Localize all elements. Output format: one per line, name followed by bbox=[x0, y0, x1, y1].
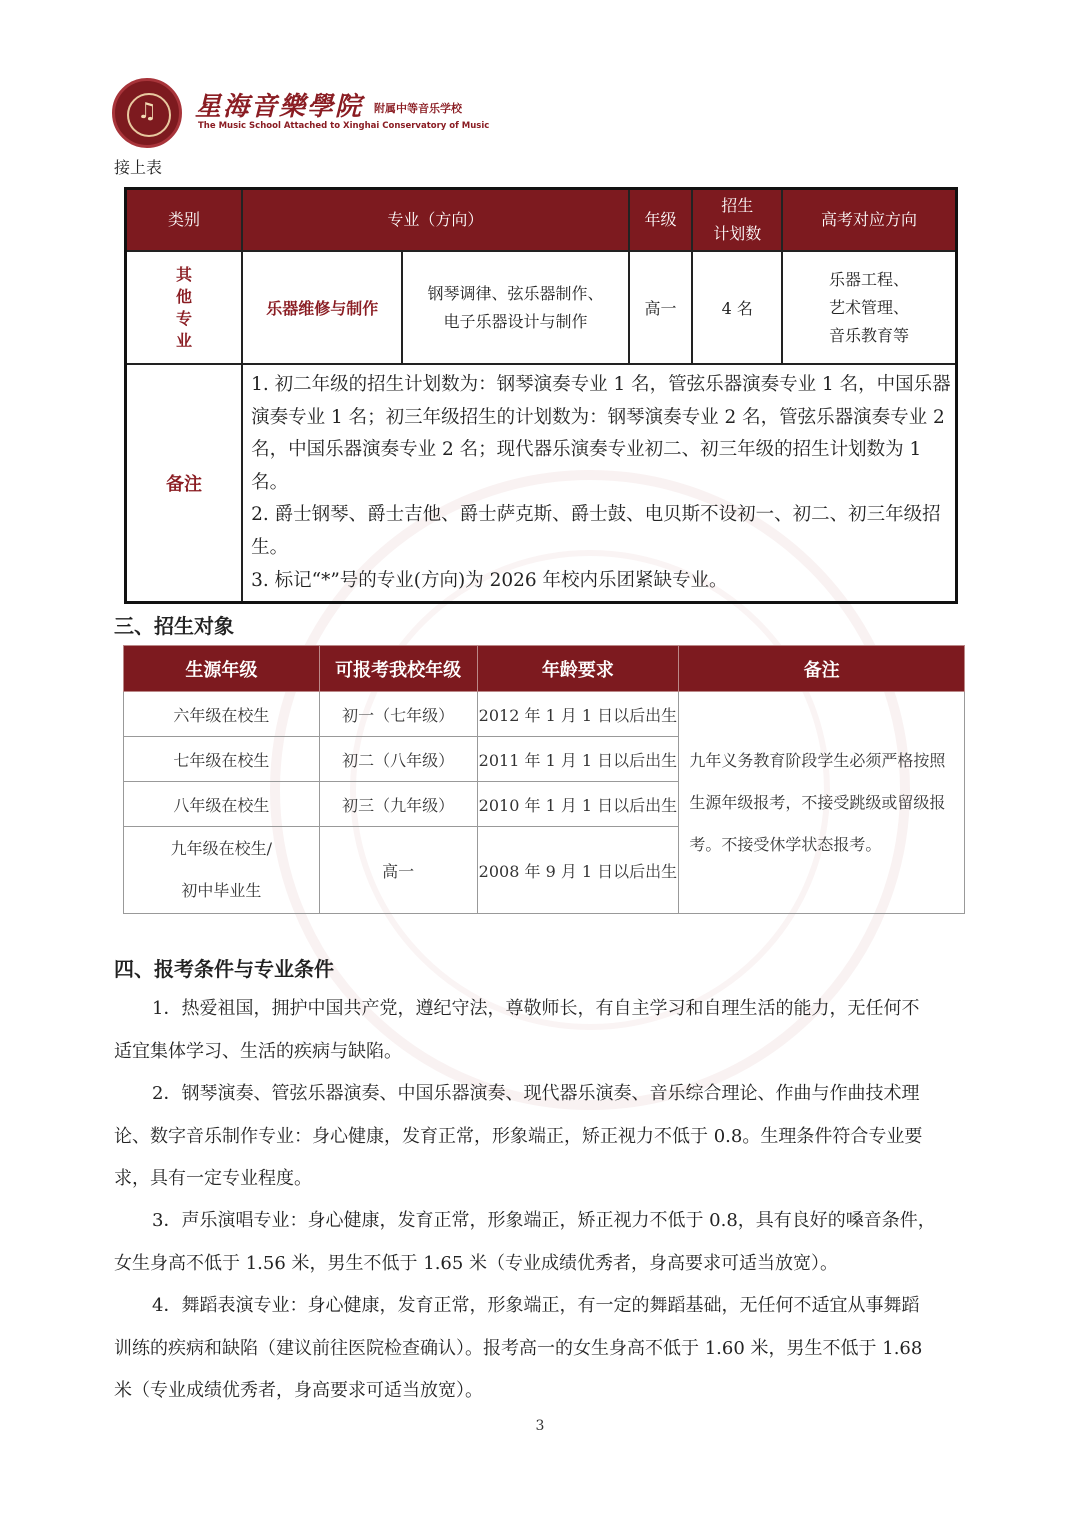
header-major: 专业（方向） bbox=[242, 189, 629, 252]
school-name: 星海音樂學院 bbox=[195, 92, 364, 122]
note-cell bbox=[679, 692, 965, 914]
source-cell bbox=[124, 827, 320, 914]
paragraph-line: 3．声乐演唱专业：身心健康，发育正常，形象端正，矫正视力不低于 0.8，具有良好的嗓音条件， bbox=[152, 1210, 936, 1231]
category-char: 其 bbox=[176, 264, 193, 284]
gaokao-line: 乐器工程、 bbox=[829, 269, 910, 289]
paragraph-4 bbox=[114, 1285, 970, 1413]
notes-row bbox=[126, 364, 957, 603]
direction-line: 钢琴调律、弦乐器制作、 bbox=[427, 283, 604, 303]
majors-table bbox=[124, 187, 958, 604]
source-line: 初中毕业生 bbox=[181, 881, 262, 900]
apply-grade-cell: 高一 bbox=[319, 827, 477, 914]
apply-grade-cell: 初一（七年级） bbox=[319, 692, 477, 737]
apply-grade-cell: 初二（八年级） bbox=[319, 737, 477, 782]
paragraph-line: 4．舞蹈表演专业：身心健康，发育正常，形象端正，有一定的舞蹈基础，无任何不适宜从事舞蹈 bbox=[152, 1295, 920, 1316]
gaokao-line: 艺术管理、 bbox=[829, 297, 910, 317]
note-item: 3. 标记“*”号的专业(方向)为 2026 年校内乐团紧缺专业。 bbox=[251, 569, 728, 591]
apply-grade-cell: 初三（九年级） bbox=[319, 782, 477, 827]
age-cell: 2008 年 9 月 1 日以后出生 bbox=[477, 827, 679, 914]
header-grade: 年级 bbox=[629, 189, 693, 252]
category-cell bbox=[126, 251, 243, 364]
paragraph-line: 米（专业成绩优秀者，身高要求可适当放宽）。 bbox=[114, 1380, 483, 1401]
source-cell: 八年级在校生 bbox=[124, 782, 320, 827]
school-english-name: The Music School Attached to Xinghai Conservatory of Music bbox=[198, 121, 490, 131]
age-cell: 2010 年 1 月 1 日以后出生 bbox=[477, 782, 679, 827]
direction-line: 电子乐器设计与制作 bbox=[443, 311, 588, 331]
paragraph-1 bbox=[114, 988, 970, 1073]
notes-label: 备注 bbox=[126, 364, 243, 603]
grade-cell: 高一 bbox=[629, 251, 693, 364]
note-item: 1. 初二年级的招生计划数为：钢琴演奏专业 1 名，管弦乐器演奏专业 1 名，中国乐器演奏专业 1 名；初三年级招生的计划数为：钢琴演奏专业 2 名，管弦乐器演奏专业 2 名，中国乐器演奏专业 2 名；现代器乐演奏专业初二、初三年级的招生计划数为 1 名。 bbox=[251, 374, 951, 493]
quota-cell: 4 名 bbox=[692, 251, 782, 364]
major-cell: 乐器维修与制作 bbox=[242, 251, 402, 364]
school-logo-seal bbox=[112, 78, 182, 148]
lyre-icon: ♫ bbox=[137, 99, 157, 124]
table-header-row bbox=[124, 646, 965, 692]
paragraph-2 bbox=[114, 1073, 970, 1201]
category-char: 业 bbox=[176, 330, 193, 350]
direction-cell bbox=[402, 251, 628, 364]
page-number: 3 bbox=[535, 1418, 545, 1434]
section-3-title: 三、招生对象 bbox=[114, 614, 234, 638]
source-line: 九年级在校生/ bbox=[170, 839, 273, 858]
continued-label: 接上表 bbox=[114, 158, 163, 177]
gaokao-cell bbox=[782, 251, 956, 364]
paragraph-line: 1．热爱祖国，拥护中国共产党，遵纪守法，尊敬师长，有自主学习和自理生活的能力，无任何不 bbox=[152, 998, 920, 1019]
table-row bbox=[124, 692, 965, 737]
gaokao-line: 音乐教育等 bbox=[829, 325, 910, 345]
paragraph-line: 训练的疾病和缺陷（建议前往医院检查确认）。报考高一的女生身高不低于 1.60 米，男生不低于 1.68 bbox=[114, 1337, 923, 1359]
category-char: 他 bbox=[176, 286, 193, 306]
enrollment-table bbox=[123, 645, 965, 914]
paragraph-line: 2．钢琴演奏、管弦乐器演奏、中国乐器演奏、现代器乐演奏、音乐综合理论、作曲与作曲技术理 bbox=[152, 1083, 920, 1104]
source-cell: 七年级在校生 bbox=[124, 737, 320, 782]
header-category: 类别 bbox=[126, 189, 243, 252]
paragraph-line: 论、数字音乐制作专业：身心健康，发育正常，形象端正，矫正视力不低于 0.8。生理条件符合专业要 bbox=[114, 1125, 923, 1147]
table-row bbox=[126, 251, 957, 364]
age-cell: 2011 年 1 月 1 日以后出生 bbox=[477, 737, 679, 782]
category-char: 专 bbox=[176, 308, 193, 328]
paragraph-3 bbox=[114, 1200, 970, 1285]
source-cell: 六年级在校生 bbox=[124, 692, 320, 737]
header-note: 备注 bbox=[679, 646, 965, 692]
paragraph-line: 求，具有一定专业程度。 bbox=[114, 1168, 312, 1189]
note-item: 2. 爵士钢琴、爵士吉他、爵士萨克斯、爵士鼓、电贝斯不设初一、初二、初三年级招生。 bbox=[251, 504, 941, 558]
school-subtitle: 附属中等音乐学校 bbox=[374, 102, 462, 115]
header-apply-grade: 可报考我校年级 bbox=[319, 646, 477, 692]
table-header-row bbox=[126, 189, 957, 252]
header-quota-line: 计划数 bbox=[713, 224, 762, 243]
paragraph-line: 女生身高不低于 1.56 米，男生不低于 1.65 米（专业成绩优秀者，身高要求可适当放宽）。 bbox=[114, 1252, 839, 1274]
note-line: 九年义务教育阶段学生必须严格按照 bbox=[689, 750, 946, 770]
header-quota bbox=[692, 189, 782, 252]
paragraph-line: 适宜集体学习、生活的疾病与缺陷。 bbox=[114, 1040, 402, 1062]
note-line: 考。不接受休学状态报考。 bbox=[689, 834, 882, 854]
header-source: 生源年级 bbox=[124, 646, 320, 692]
section-4-title: 四、报考条件与专业条件 bbox=[114, 957, 334, 981]
header-age: 年龄要求 bbox=[477, 646, 679, 692]
header-quota-line: 招生 bbox=[721, 196, 754, 215]
header-quota-text bbox=[694, 192, 780, 248]
header-gaokao: 高考对应方向 bbox=[782, 189, 956, 252]
age-cell: 2012 年 1 月 1 日以后出生 bbox=[477, 692, 679, 737]
notes-cell bbox=[242, 364, 956, 603]
note-line: 生源年级报考，不接受跳级或留级报 bbox=[689, 792, 946, 812]
